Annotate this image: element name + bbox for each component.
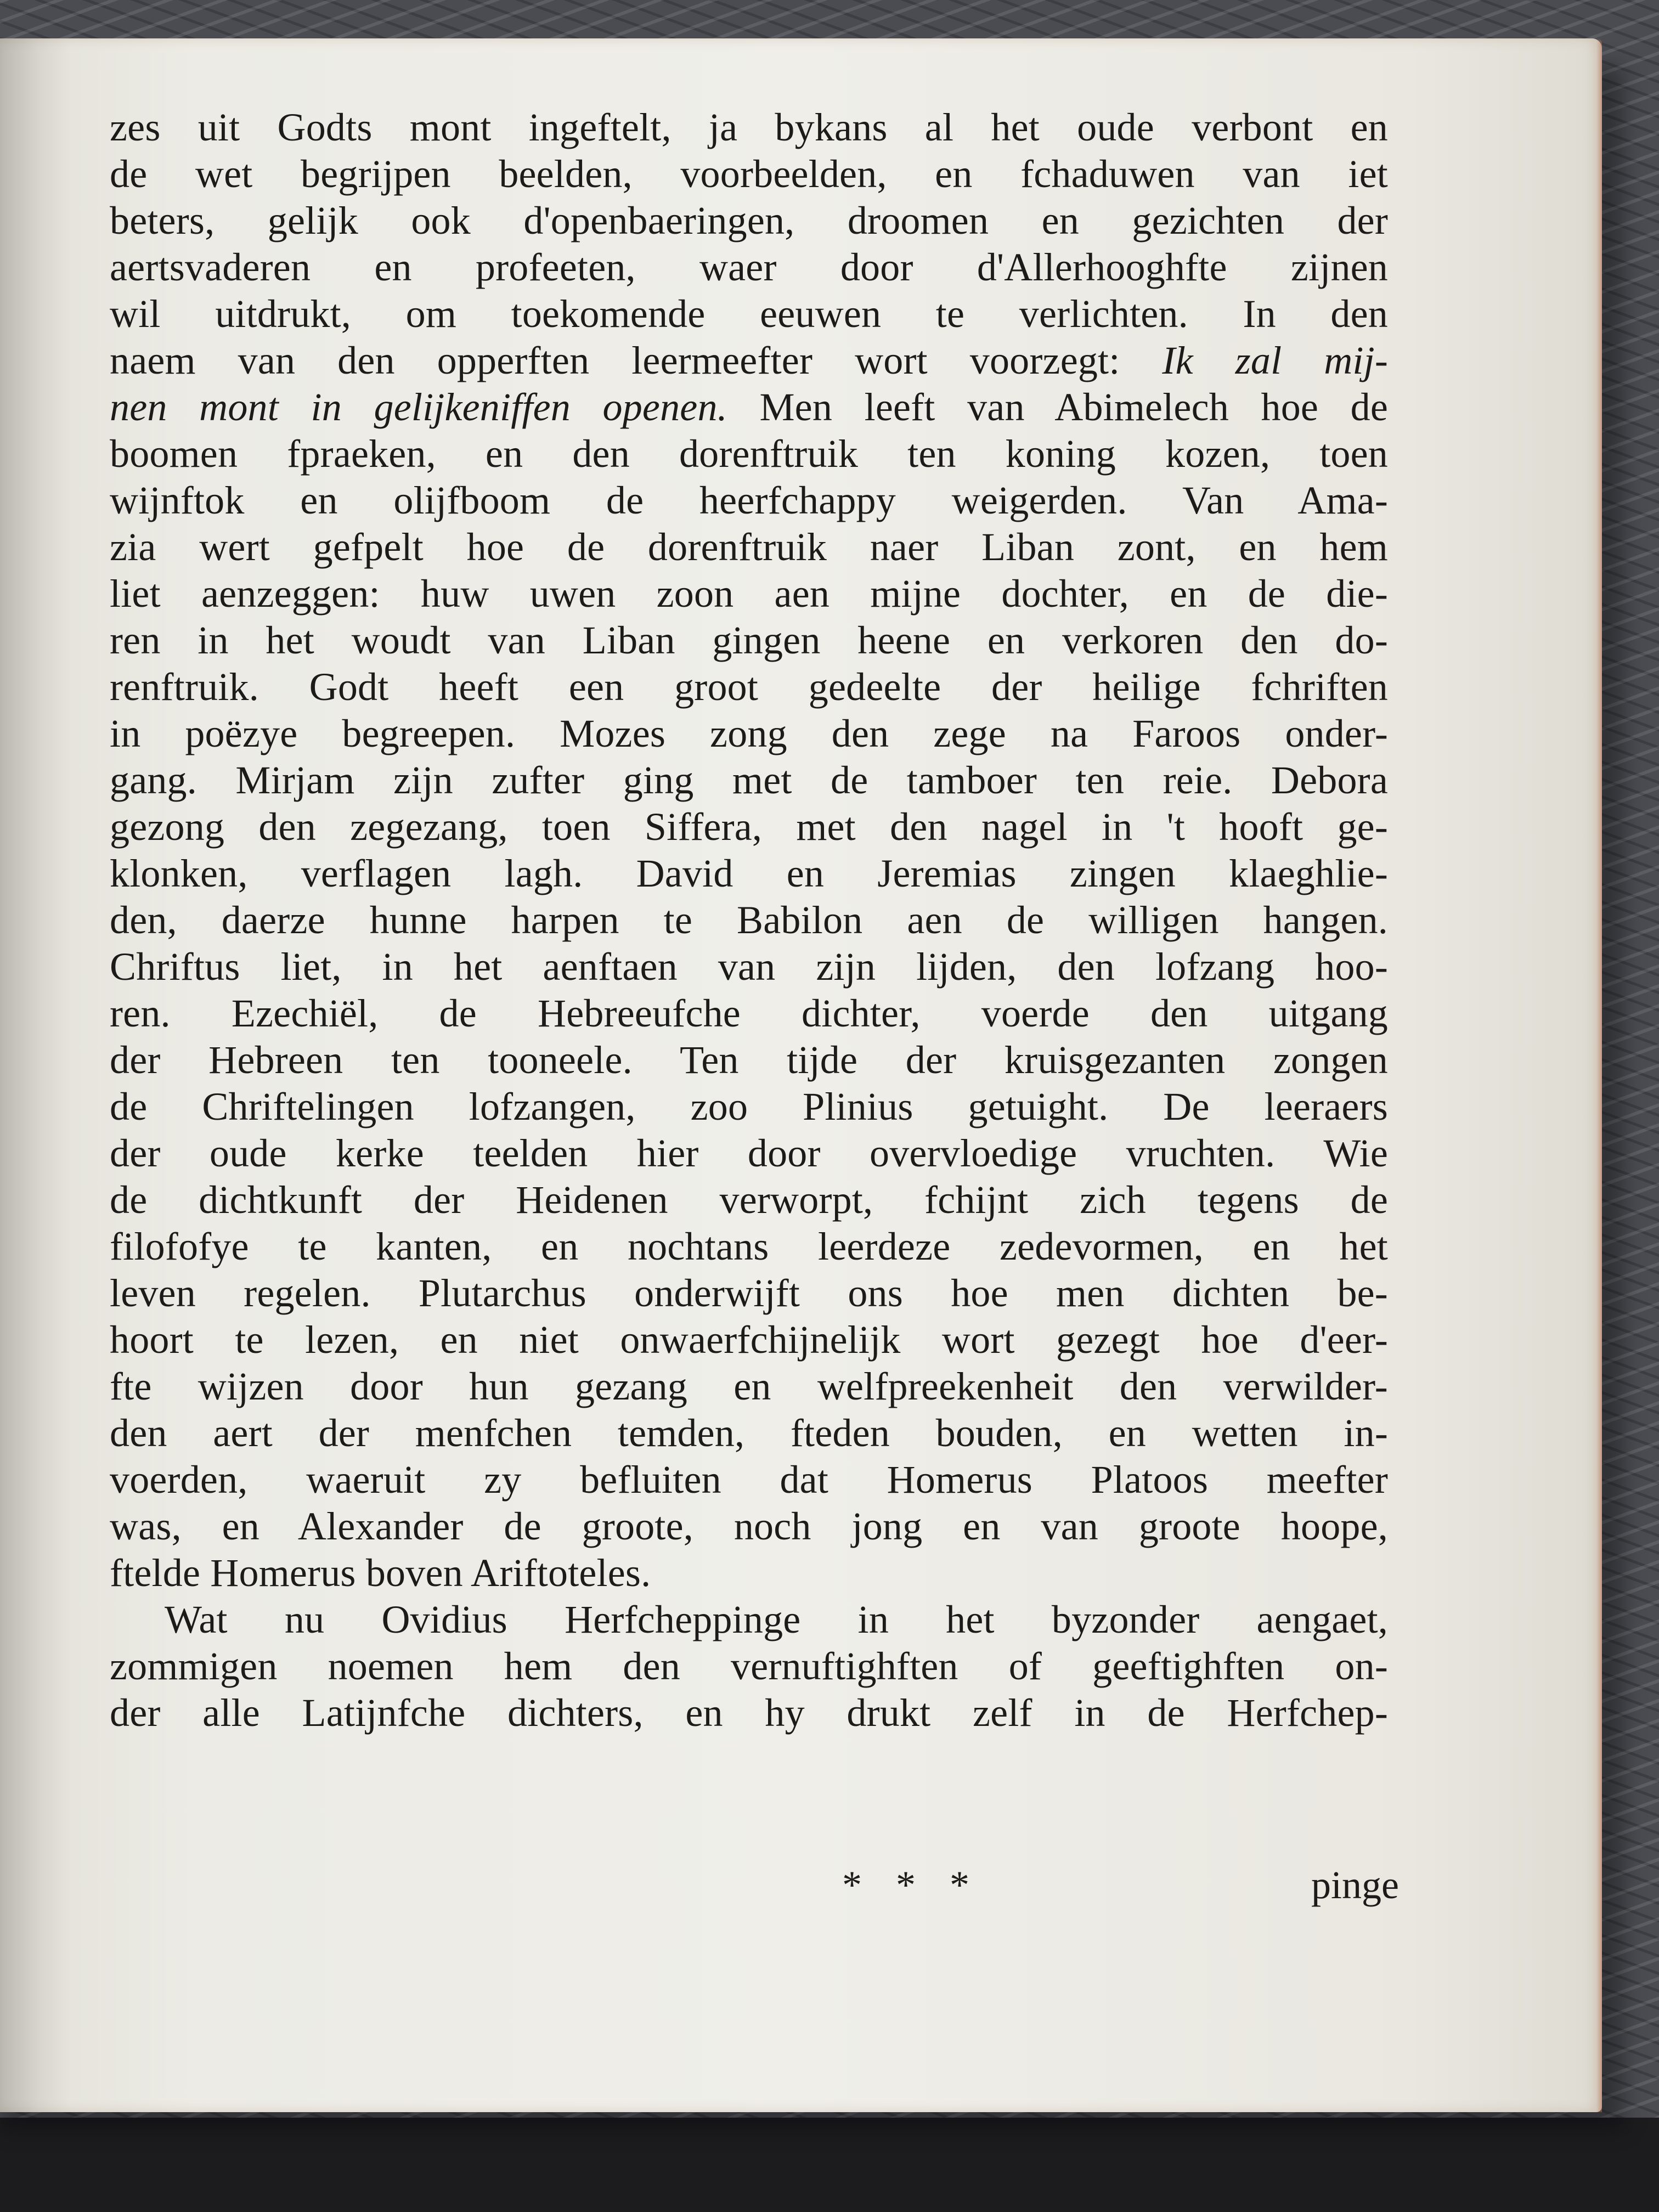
text-line	[110, 1037, 1388, 1084]
text-line	[110, 664, 1388, 710]
text-line	[110, 1223, 1388, 1270]
line-text: Men leeft van Abimelech hoe de	[759, 385, 1389, 429]
text-line	[110, 1317, 1388, 1363]
line-text: renftruik. Godt heeft een groot gedeelte der heilige fchriften	[110, 665, 1388, 709]
text-line	[110, 477, 1388, 524]
line-text: leven regelen. Plutarchus onderwijft ons hoe men dichten be-	[110, 1271, 1388, 1315]
text-line	[110, 1503, 1388, 1550]
line-text: de dichtkunft der Heidenen verworpt, fchijnt zich tegens de	[110, 1178, 1388, 1222]
italic-quote: nen mont in gelijkeniffen openen.	[110, 385, 727, 429]
line-text: wijnftok en olijfboom de heerfchappy weigerden. Van Ama-	[110, 478, 1388, 522]
text-line	[110, 198, 1388, 244]
italic-quote: Ik zal mij-	[1162, 338, 1389, 382]
text-line	[110, 1270, 1388, 1317]
text-line	[110, 1130, 1388, 1177]
line-text: beters, gelijk ook d'openbaeringen, droomen en gezichten der	[110, 199, 1388, 242]
line-text: hoort te lezen, en niet onwaerfchijnelijk wort gezegt hoe d'eer-	[110, 1318, 1388, 1362]
line-text: gezong den zegezang, toen Siffera, met den nagel in 't hooft ge-	[110, 805, 1388, 849]
text-line	[110, 1363, 1388, 1410]
text-line	[110, 1596, 1388, 1643]
text-line	[110, 710, 1388, 757]
line-text: ren. Ezechiël, de Hebreeufche dichter, voerde den uitgang	[110, 991, 1388, 1035]
text-line	[110, 990, 1388, 1037]
text-line	[110, 524, 1388, 571]
line-text: boomen fpraeken, en den dorenftruik ten koning kozen, toen	[110, 432, 1388, 476]
table-surface	[0, 2118, 1659, 2212]
line-text: de wet begrijpen beelden, voorbeelden, en fchaduwen van iet	[110, 152, 1388, 196]
text-line	[110, 1177, 1388, 1223]
line-text: voerden, waeruit zy befluiten dat Homerus Platoos meefter	[110, 1458, 1388, 1502]
text-line	[110, 897, 1388, 944]
text-line	[110, 244, 1388, 291]
text-line	[110, 151, 1388, 198]
line-text: den aert der menfchen temden, fteden bouden, en wetten in-	[110, 1411, 1388, 1455]
catchword: pinge	[1311, 1863, 1399, 1907]
text-line	[110, 1457, 1388, 1503]
text-line	[110, 1084, 1388, 1130]
text-line	[110, 104, 1388, 151]
text-line	[110, 431, 1388, 477]
text-line	[110, 944, 1388, 990]
line-text: liet aenzeggen: huw uwen zoon aen mijne dochter, en de die-	[110, 572, 1388, 616]
line-text: gang. Mirjam zijn zufter ging met de tamboer ten reie. Debora	[110, 758, 1388, 802]
line-text: aertsvaderen en profeeten, waer door d'Allerhooghfte zijnen	[110, 245, 1388, 289]
signature-mark: * * *	[842, 1863, 981, 1907]
line-text: zommigen noemen hem den vernuftighften of geeftighften on-	[110, 1644, 1388, 1688]
line-text: zia wert gefpelt hoe de dorenftruik naer Liban zont, en hem	[110, 525, 1388, 569]
line-text: Chriftus liet, in het aenftaen van zijn lijden, den lofzang hoo-	[110, 945, 1388, 989]
page-footer	[110, 1863, 1399, 1912]
text-line	[110, 617, 1388, 664]
line-text: fte wijzen door hun gezang en welfpreekenheit den verwilder-	[110, 1364, 1388, 1408]
line-text: klonken, verflagen lagh. David en Jeremias zingen klaeghlie-	[110, 851, 1388, 895]
line-text: Wat nu Ovidius Herfcheppinge in het byzonder aengaet,	[165, 1598, 1388, 1641]
text-line	[110, 384, 1388, 431]
text-line	[110, 1410, 1388, 1457]
line-text: der Hebreen ten tooneele. Ten tijde der kruisgezanten zongen	[110, 1038, 1388, 1082]
text-line	[110, 291, 1388, 337]
text-line	[110, 757, 1388, 804]
text-line	[110, 804, 1388, 850]
line-text: der oude kerke teelden hier door overvloedige vruchten. Wie	[110, 1131, 1388, 1175]
line-text: zes uit Godts mont ingeftelt, ja bykans al het oude verbont en	[110, 105, 1388, 149]
body-text	[110, 104, 1388, 1736]
text-line	[110, 337, 1388, 384]
line-text: ren in het woudt van Liban gingen heene en verkoren den do-	[110, 618, 1388, 662]
line-text: filofofye te kanten, en nochtans leerdeze zedevormen, en het	[110, 1224, 1388, 1268]
text-line	[110, 1550, 1388, 1596]
line-text: wil uitdrukt, om toekomende eeuwen te verlichten. In den	[110, 292, 1388, 336]
line-text: ftelde Homerus boven Ariftoteles.	[110, 1551, 651, 1595]
line-text: in poëzye begreepen. Mozes zong den zege na Faroos onder-	[110, 712, 1388, 755]
page-gutter	[0, 38, 71, 2112]
text-line	[110, 1643, 1388, 1690]
line-text: den, daerze hunne harpen te Babilon aen de willigen hangen.	[110, 898, 1388, 942]
page-edge	[1596, 38, 1602, 2112]
text-line	[110, 1690, 1388, 1736]
line-text: de Chriftelingen lofzangen, zoo Plinius getuight. De leeraers	[110, 1085, 1388, 1128]
line-text: was, en Alexander de groote, noch jong en van groote hoope,	[110, 1504, 1388, 1548]
text-line	[110, 571, 1388, 617]
line-text: der alle Latijnfche dichters, en hy drukt zelf in de Herfchep-	[110, 1691, 1388, 1735]
line-text: naem van den opperften leermeefter wort voorzegt:	[110, 338, 1120, 382]
text-line	[110, 850, 1388, 897]
